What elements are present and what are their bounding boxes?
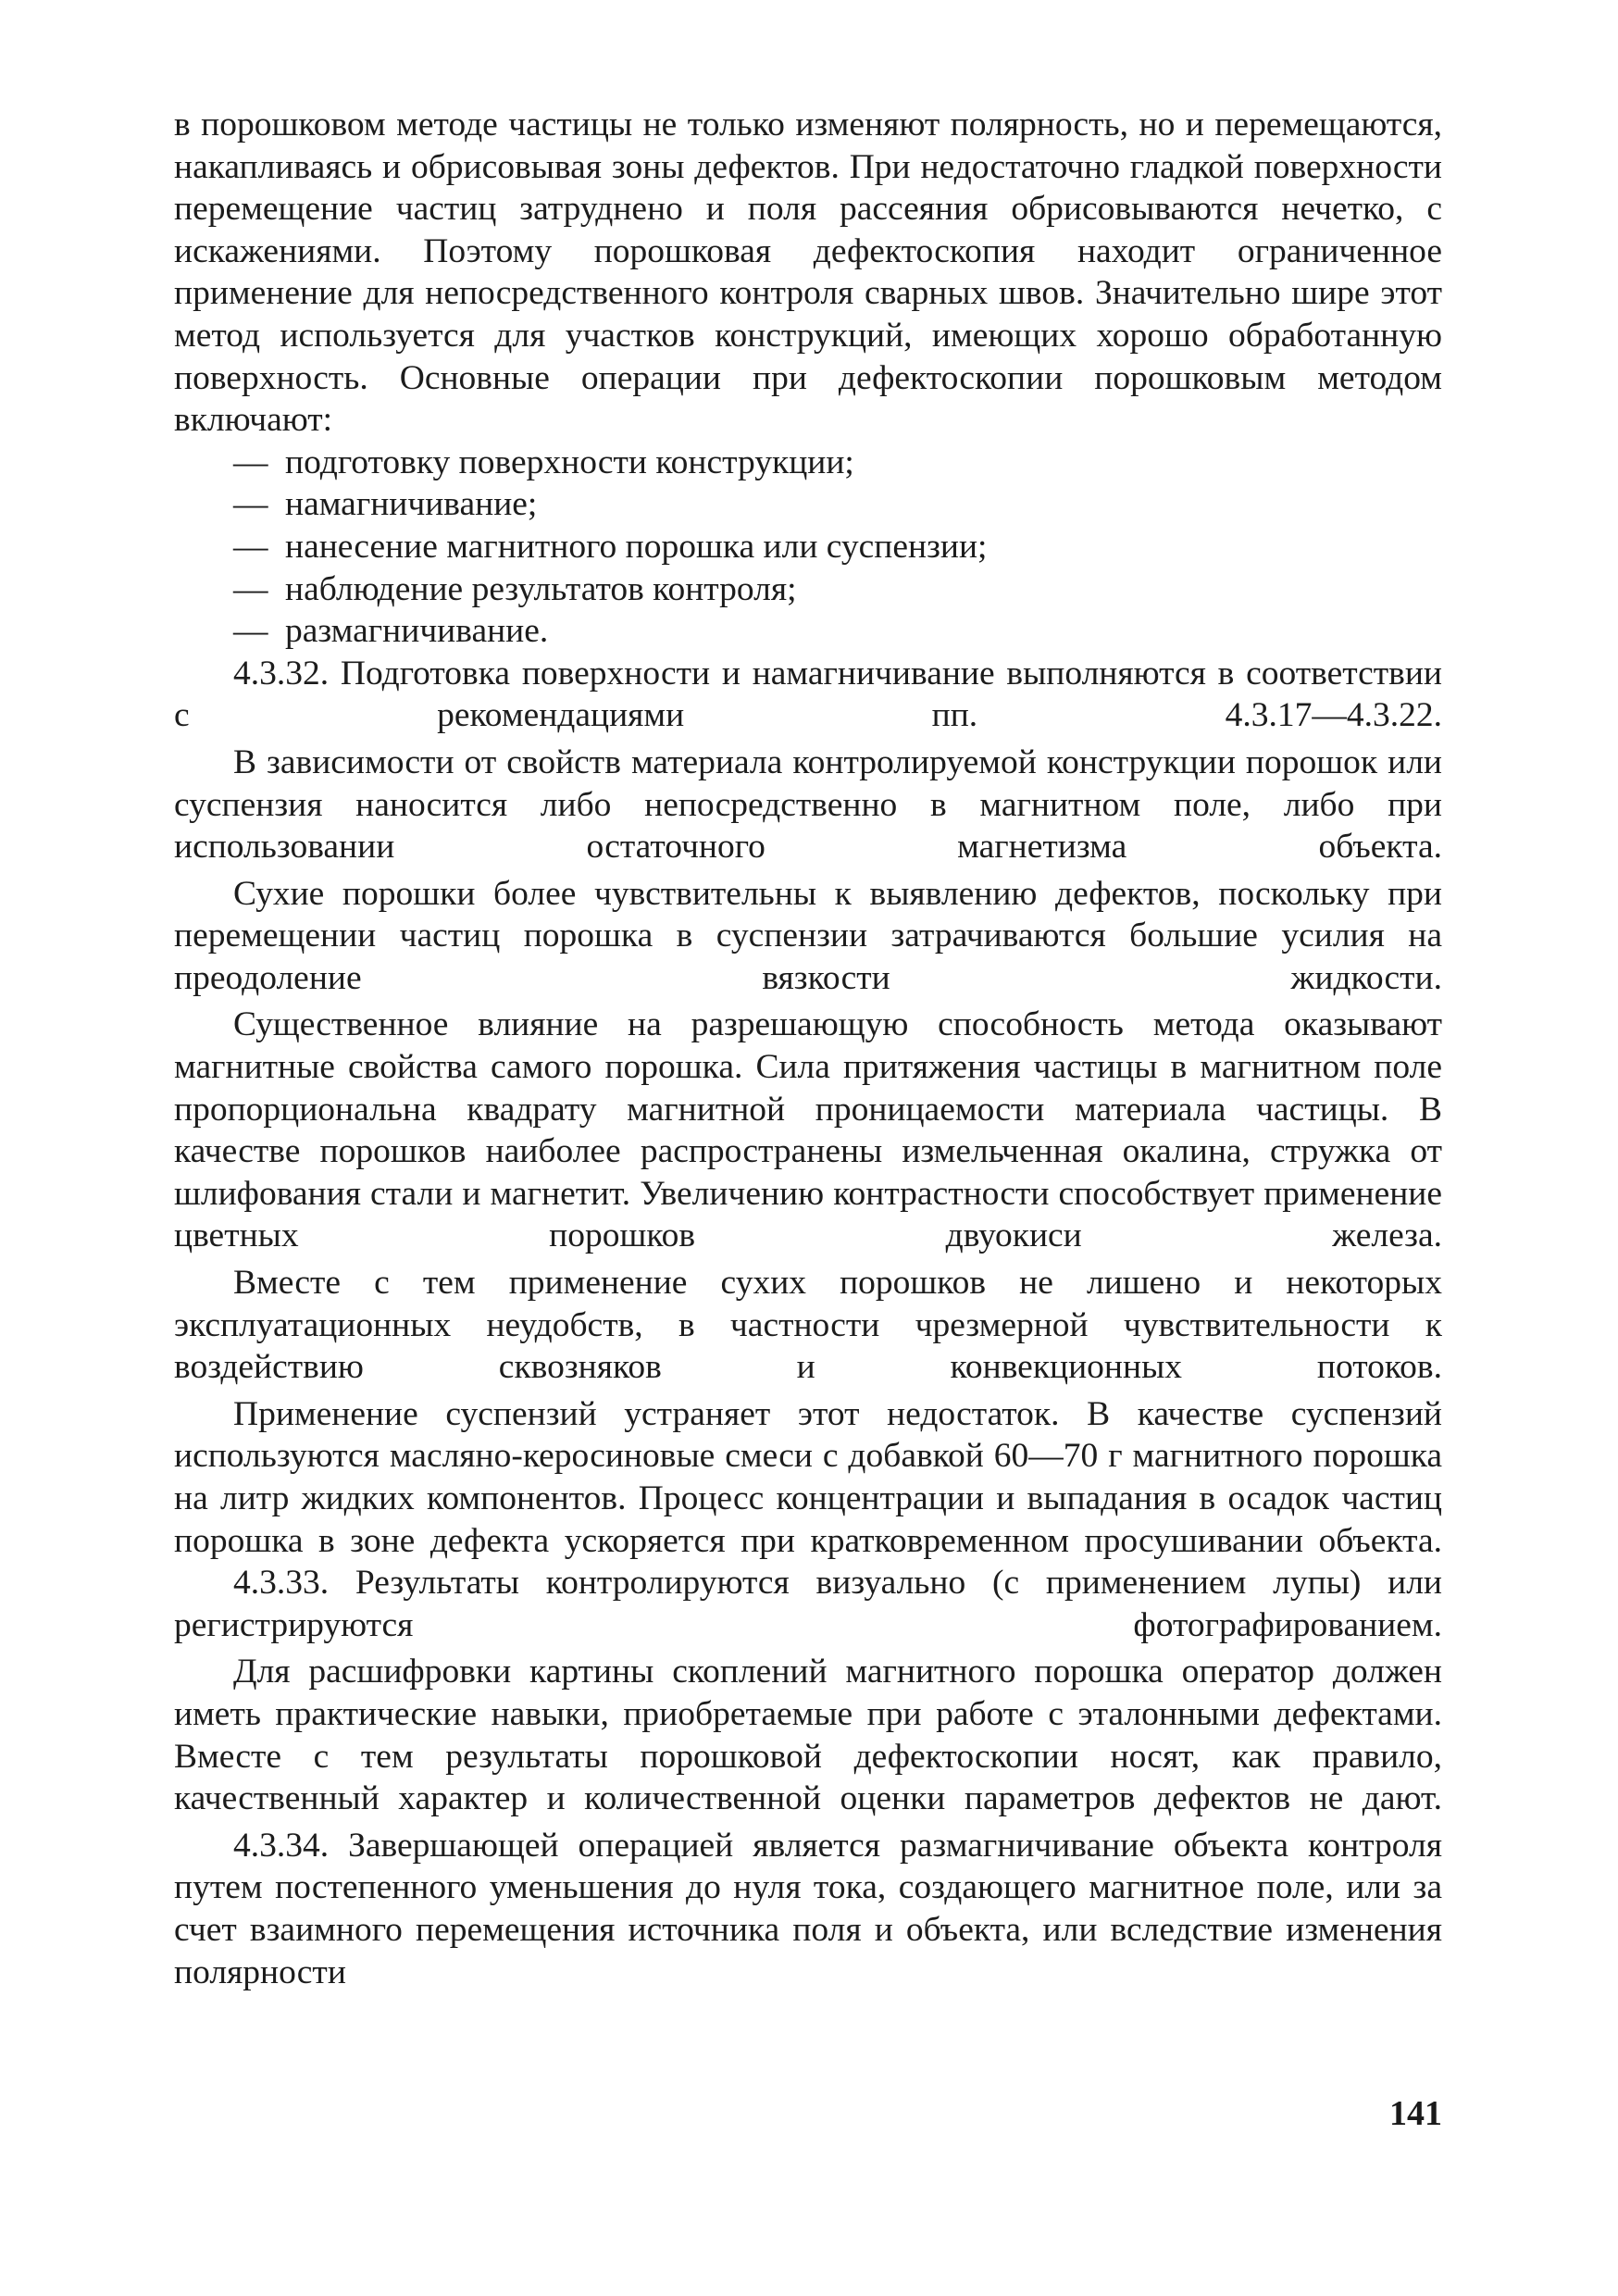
- paragraph: В зависимости от свойств материала контролируемой конструкции порошок или суспензия наносится либо непосредственно в магнитном поле, либо при использовании остаточного магнетизма объекта.: [174, 742, 1442, 867]
- list-item-text: наблюдение результатов контроля;: [285, 569, 797, 608]
- paragraph-4-3-33: 4.3.33. Результаты контролируются визуально (с применением лупы) или регистрируются фотографированием.: [174, 1564, 1442, 1644]
- page-number: 141: [1389, 2094, 1442, 2133]
- paragraph-intro: в порошковом методе частицы не только изменяют полярность, но и перемещаются, накапливаясь и обрисовывая зоны дефектов. При недостаточно гладкой поверхности перемещение частиц затруднено и поля рассеяния обрисовываются нечетко, с искажениями. Поэтому порошковая дефектоскопия находит ограниченное применение для непосредственного контроля сварных швов. Значительно шире этот метод используется для участков конструкций, имеющих хорошо обработанную поверхность. Основные операции при дефектоскопии порошковым методом включают:: [174, 106, 1442, 440]
- list-item-text: нанесение магнитного порошка или суспензии;: [285, 527, 988, 566]
- paragraph: Для расшифровки картины скоплений магнитного порошка оператор должен иметь практические навыки, приобретаемые при работе с эталонными дефектами. Вместе с тем результаты порошковой дефектоскопии носят, как правило, качественный характер и количественной оценки параметров дефектов не дают.: [174, 1653, 1442, 1818]
- paragraph: Существенное влияние на разрешающую способность метода оказывают магнитные свойства самого порошка. Сила притяжения частицы в магнитном поле пропорциональна квадрату магнитной проницаемости материала частицы. В качестве порошков наиболее распространены измельченная окалина, стружка от шлифования стали и магнетит. Увеличению контрастности способствует применение цветных порошков двуокиси железа.: [174, 1005, 1442, 1255]
- list-dash: —: [233, 569, 268, 608]
- list-item: [174, 610, 1442, 653]
- body-text: [174, 104, 1442, 1993]
- list-item: [174, 483, 1442, 526]
- list-dash: —: [233, 612, 268, 651]
- list-item: [174, 442, 1442, 484]
- paragraph-4-3-32: 4.3.32. Подготовка поверхности и намагничивание выполняются в соответствии с рекомендациями пп. 4.3.17—4.3.22.: [174, 654, 1442, 735]
- list-dash: —: [233, 485, 268, 524]
- list-dash: —: [233, 527, 268, 566]
- paragraph: Применение суспензий устраняет этот недостаток. В качестве суспензий используются масляно-керосиновые смеси с добавкой 60—70 г магнитного порошка на литр жидких компонентов. Процесс концентрации и выпадания в осадок частиц порошка в зоне дефекта ускоряется при кратковременном просушивании объекта.: [174, 1394, 1442, 1560]
- paragraph: Вместе с тем применение сухих порошков не лишено и некоторых эксплуатационных неудобств, в частности чрезмерной чувствительности к воздействию сквозняков и конвекционных потоков.: [174, 1264, 1442, 1387]
- paragraph: Сухие порошки более чувствительны к выявлению дефектов, поскольку при перемещении частиц порошка в суспензии затрачиваются большие усилия на преодоление вязкости жидкости.: [174, 874, 1442, 997]
- list-item: [174, 526, 1442, 568]
- list-item-text: размагничивание.: [285, 612, 549, 651]
- paragraph-4-3-34: 4.3.34. Завершающей операцией является размагничивание объекта контроля путем постепенного уменьшения до нуля тока, создающего магнитное поле, или за счет взаимного перемещения источника поля и объекта, или вследствие изменения полярности: [174, 1826, 1442, 1991]
- operations-list: [174, 442, 1442, 653]
- list-item-text: подготовку поверхности конструкции;: [285, 443, 854, 481]
- list-item: [174, 568, 1442, 611]
- list-dash: —: [233, 443, 268, 481]
- list-item-text: намагничивание;: [285, 485, 538, 524]
